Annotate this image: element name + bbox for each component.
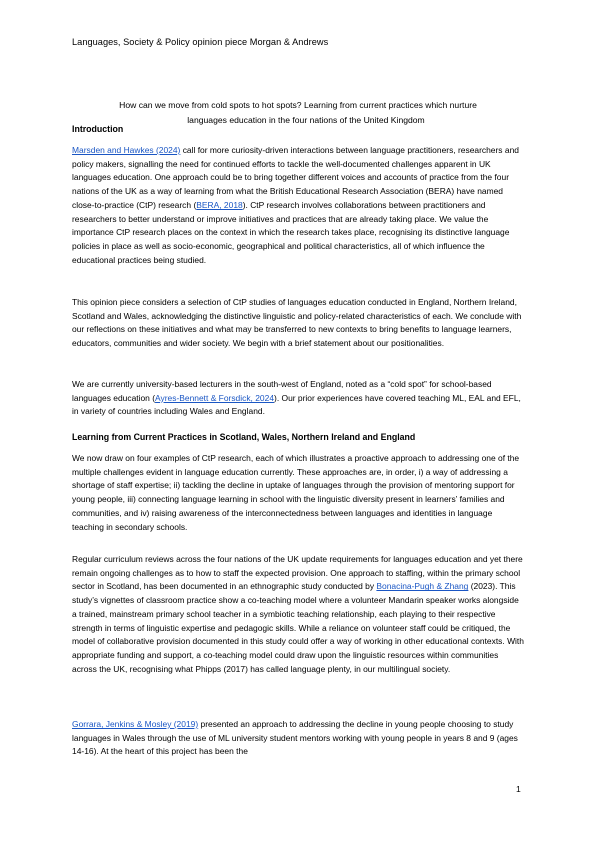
paragraph-4 xyxy=(72,452,524,534)
paragraph-1 xyxy=(72,144,524,267)
paragraph-5 xyxy=(72,553,524,676)
paragraph-1-text-a: call for more curiosity-driven interactions between language practitioners, researchers and policy makers, signalling the need for continued efforts to tackle the well-documented challenges apparent in UK languages education. One approach could be to bring together different voices and accounts of practice from the four nations of the UK as a way of learning from what the British Educational Research Association (BERA) have named close-to-practice (CtP) research ( xyxy=(72,145,519,210)
heading-introduction: Introduction xyxy=(72,124,124,134)
citation-link-bonacina-pugh-zhang[interactable]: Bonacina-Pugh & Zhang xyxy=(376,581,469,592)
paragraph-5-text-a: Regular curriculum reviews across the four nations of the UK update requirements for languages education and yet there remain ongoing challenges as to how to staff the expected provision. One approach to staffing, within the primary school sector in Scotland, has been documented in an ethnographic study conducted by xyxy=(72,554,523,592)
citation-link-ayres-bennett[interactable]: Ayres-Bennett & Forsdick, 2024 xyxy=(155,392,275,403)
citation-link-gorrara-jenkins-mosley[interactable]: Gorrara, Jenkins & Mosley (2019) xyxy=(72,719,199,729)
paragraph-1-text-b: ). CtP research involves collaborations between practitioners and researchers to better understand or improve initiatives and practices that are already taking place. We value the importance CtP research places on the context in which the research takes place, recognising its distinctive language policies in place as well as socio-economic, geographical and political characteristics, all of which influence the educational practices being studied. xyxy=(72,199,510,265)
paragraph-2 xyxy=(72,296,524,351)
paragraph-3-text-b: ). Our prior experiences have covered teaching ML, EAL and EFL, in variety of countries including Wales and England. xyxy=(72,392,521,417)
paragraph-3 xyxy=(72,378,524,419)
paragraph-6-text: presented an approach to addressing the decline in young people choosing to study languages in Wales through the use of ML university student mentors working with young people in years 8 and 9 (ages 14-16). At the heart of this project has been the xyxy=(72,719,518,757)
paragraph-6 xyxy=(72,718,524,759)
page-number: 1 xyxy=(516,784,521,794)
paragraph-4-text: We now draw on four examples of CtP research, each of which illustrates a proactive approach to addressing one of the multiple challenges evident in language education currently. These approaches are, in order, i) a way of addressing a shortage of staff expertise; ii) tackling the decline in uptake of languages through the provision of mentoring support for young people, iii) connecting language learning in school with the linguistic diversity present in learners’ families and communities, and iv) raising awareness of the interconnectedness between languages and identities in language teaching in secondary schools. xyxy=(72,453,520,532)
paragraph-3-text-a: We are currently university-based lecturers in the south-west of England, noted as a “cold spot” for school-based languages education ( xyxy=(72,379,492,403)
article-title xyxy=(72,98,524,127)
paragraph-2-text: This opinion piece considers a selection of CtP studies of languages education conducted in England, Northern Ireland, Scotland and Wales, acknowledging the distinctive linguistic and policy-related characteristics of each. We conclude with our reflections on these initiatives and what may be transferred to new contexts to bring benefits to language learners, educators, communities and wider society. We begin with a brief statement about our positionalities. xyxy=(72,297,522,349)
running-header: Languages, Society & Policy opinion piece Morgan & Andrews xyxy=(72,37,329,47)
heading-learning-from-current-practices: Learning from Current Practices in Scotland, Wales, Northern Ireland and England xyxy=(72,432,416,442)
title-line-1: How can we move from cold spots to hot spots? Learning from current practices which nurture xyxy=(119,100,477,110)
citation-link-bera[interactable]: BERA, 2018 xyxy=(196,199,243,210)
title-line-2: languages education in the four nations of the United Kingdom xyxy=(187,114,425,125)
citation-link-marsden-hawkes[interactable]: Marsden and Hawkes (2024) xyxy=(72,145,181,155)
paragraph-5-text-b: (2023). This study’s vignettes of classroom practice show a co-teaching model where a volunteer Mandarin speaker works alongside a trained, mainstream primary school teacher in a symbiotic teaching relationship, each playing to their respective strength in terms of linguistic expertise and pedagogic skills. While a reliance on volunteer staff could be critiqued, the model of collaborative provision documented in this study could offer a way of working in other educational contexts. With appropriate funding and support, a co-teaching model could draw upon the linguistic resources within communities across the UK, recognising what Phipps (2017) has called language plenty, in our multilingual society. xyxy=(72,581,524,674)
